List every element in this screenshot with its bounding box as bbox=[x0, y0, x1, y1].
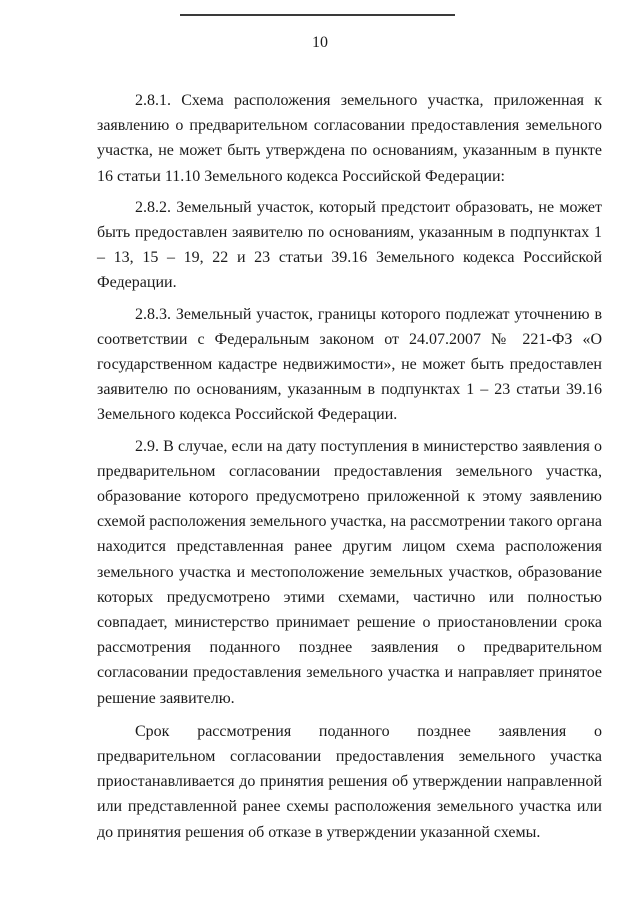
top-border-line bbox=[180, 14, 455, 16]
paragraph-2-8-2: 2.8.2. Земельный участок, который предстоит образовать, не может быть предоставлен заявителю по основаниям, указанным в подпунктах 1 – 13, 15 – 19, 22 и 23 статьи 39.16 Земельного кодекса Российской Федерации. bbox=[97, 198, 602, 292]
document-body bbox=[97, 88, 602, 851]
paragraph-suspension-term: Срок рассмотрения поданного позднее заявления о предварительном согласовании предоставления земельного участка приостанавливается до принятия решения об утверждении направленной или представленной ранее схемы расположения земельного участка или до принятия решения об отказе в утверждении указанной схемы. bbox=[97, 722, 602, 841]
paragraph-2-8-1: 2.8.1. Схема расположения земельного участка, приложенная к заявлению о предварительном согласовании предоставления земельного участка, не может быть утверждена по основаниям, указанным в пункте 16 статьи 11.10 Земельного кодекса Российской Федерации: bbox=[97, 92, 602, 185]
page-number: 10 bbox=[312, 34, 328, 51]
paragraph-2-9: 2.9. В случае, если на дату поступления в министерство заявления о предварительном согласовании предоставления земельного участка, образование которого предусмотрено приложенной к этому заявлению схемой расположения земельного участка, на рассмотрении такого органа находится представленная ранее другим лицом схема расположения земельного участка и местоположение земельных участков, образование которых предусмотрено этими схемами, частично или полностью совпадает, министерство принимает решение о приостановлении срока рассмотрения поданного позднее заявления о предварительном согласовании предоставления земельного участка и направляет принятое решение заявителю. bbox=[97, 437, 602, 707]
paragraph-2-8-3: 2.8.3. Земельный участок, границы которого подлежат уточнению в соответствии с Федеральным законом от 24.07.2007 № 221-ФЗ «О государственном кадастре недвижимости», не может быть предоставлен заявителю по основаниям, указанным в подпунктах 1 – 23 статьи 39.16 Земельного кодекса Российской Федерации. bbox=[97, 305, 602, 424]
